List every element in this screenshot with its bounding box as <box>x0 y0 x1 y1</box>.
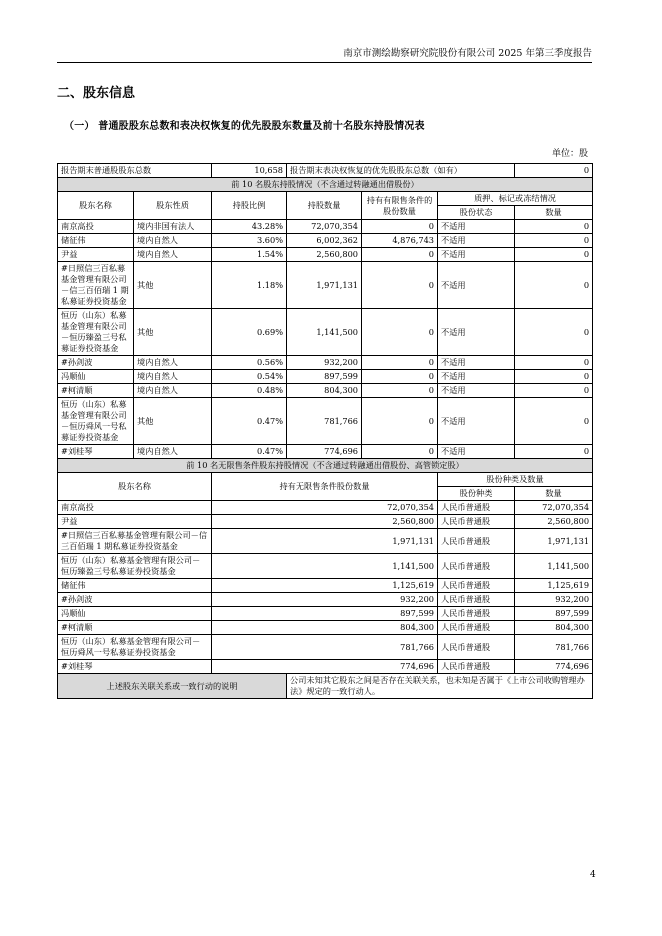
share-count: 1,125,619 <box>515 579 593 593</box>
table-row <box>58 515 593 529</box>
pledge-count: 0 <box>515 220 593 234</box>
shareholder-nature: 境内自然人 <box>134 234 212 248</box>
shareholder-nature: 境内自然人 <box>134 248 212 262</box>
section-title: 二、股东信息 <box>57 86 136 101</box>
share-kind: 人民币普通股 <box>438 621 515 635</box>
unrestricted-qty: 897,599 <box>212 607 438 621</box>
col-header-kind-count: 数量 <box>515 487 593 501</box>
unrestricted-qty: 774,696 <box>212 660 438 674</box>
page-number: 4 <box>590 870 596 880</box>
holding-ratio: 0.54% <box>212 370 287 384</box>
holding-qty: 2,560,800 <box>287 248 362 262</box>
table-row <box>58 370 593 384</box>
holding-ratio: 1.54% <box>212 248 287 262</box>
preferred-holders-label: 报告期末表决权恢复的优先股股东总数（如有） <box>287 164 515 178</box>
table-row <box>58 501 593 515</box>
total-holders-label: 报告期末普通股股东总数 <box>58 164 212 178</box>
relation-text: 公司未知其它股东之间是否存在关联关系，也未知是否属于《上市公司收购管理办法》规定的一致行动人。 <box>287 674 593 699</box>
col-header-qty: 持股数量 <box>287 192 362 220</box>
shareholder-nature: 其他 <box>134 398 212 445</box>
holding-ratio: 3.60% <box>212 234 287 248</box>
holding-qty: 6,002,362 <box>287 234 362 248</box>
restricted-qty: 0 <box>362 356 438 370</box>
table-row <box>58 660 593 674</box>
share-kind: 人民币普通股 <box>438 579 515 593</box>
share-count: 774,696 <box>515 660 593 674</box>
holding-qty: 1,141,500 <box>287 309 362 356</box>
table-row <box>58 398 593 445</box>
pledge-status: 不适用 <box>438 220 515 234</box>
table-row <box>58 234 593 248</box>
table-row <box>58 384 593 398</box>
pledge-count: 0 <box>515 234 593 248</box>
table-row <box>58 607 593 621</box>
preferred-holders-value: 0 <box>515 164 593 178</box>
shareholder-name: #孙剑波 <box>58 356 134 370</box>
holding-qty: 774,696 <box>287 445 362 459</box>
table-row <box>58 356 593 370</box>
holding-ratio: 0.47% <box>212 445 287 459</box>
top10-title: 前 10 名股东持股情况（不含通过转融通出借股份） <box>58 178 593 192</box>
restricted-qty: 0 <box>362 384 438 398</box>
share-kind: 人民币普通股 <box>438 607 515 621</box>
share-count: 1,141,500 <box>515 554 593 579</box>
page-header: 南京市测绘勘察研究院股份有限公司 2025 年第三季度报告 <box>57 45 592 63</box>
shareholder-nature: 境内非国有法人 <box>134 220 212 234</box>
shareholder-name: #柯清顺 <box>58 621 212 635</box>
table-row <box>58 445 593 459</box>
holding-qty: 804,300 <box>287 384 362 398</box>
share-count: 1,971,131 <box>515 529 593 554</box>
shareholder-name: 储征伟 <box>58 234 134 248</box>
relation-label: 上述股东关联关系或一致行动的说明 <box>58 674 287 699</box>
share-kind: 人民币普通股 <box>438 501 515 515</box>
unrestricted-header <box>58 473 593 487</box>
holding-qty: 932,200 <box>287 356 362 370</box>
share-kind: 人民币普通股 <box>438 554 515 579</box>
share-count: 897,599 <box>515 607 593 621</box>
shareholder-name: #刘桂琴 <box>58 660 212 674</box>
pledge-status: 不适用 <box>438 356 515 370</box>
share-count: 932,200 <box>515 593 593 607</box>
unrestricted-qty: 72,070,354 <box>212 501 438 515</box>
pledge-count: 0 <box>515 248 593 262</box>
pledge-count: 0 <box>515 384 593 398</box>
holding-qty: 897,599 <box>287 370 362 384</box>
pledge-count: 0 <box>515 398 593 445</box>
table-row <box>58 248 593 262</box>
shareholder-name: 尹益 <box>58 248 134 262</box>
pledge-status: 不适用 <box>438 370 515 384</box>
pledge-count: 0 <box>515 309 593 356</box>
unrestricted-qty: 2,560,800 <box>212 515 438 529</box>
pledge-status: 不适用 <box>438 248 515 262</box>
shareholder-nature: 境内自然人 <box>134 445 212 459</box>
restricted-qty: 0 <box>362 309 438 356</box>
table-row <box>58 579 593 593</box>
holding-ratio: 0.69% <box>212 309 287 356</box>
pledge-status: 不适用 <box>438 398 515 445</box>
holding-qty: 781,766 <box>287 398 362 445</box>
col-header-kind-group: 股份种类及数量 <box>438 473 593 487</box>
shareholder-name: 储征伟 <box>58 579 212 593</box>
shareholder-name: 南京高投 <box>58 501 212 515</box>
holding-qty: 1,971,131 <box>287 262 362 309</box>
unit-label: 单位：股 <box>551 149 588 159</box>
holding-ratio: 43.28% <box>212 220 287 234</box>
share-kind: 人民币普通股 <box>438 635 515 660</box>
holding-ratio: 1.18% <box>212 262 287 309</box>
table-row <box>58 529 593 554</box>
shareholder-name: 南京高投 <box>58 220 134 234</box>
shareholder-name: #刘桂琴 <box>58 445 134 459</box>
shareholder-name: 恒历（山东）私募基金管理有限公司－恒历臻盈三号私募证券投资基金 <box>58 554 212 579</box>
unrestricted-qty: 781,766 <box>212 635 438 660</box>
unrestricted-qty: 1,125,619 <box>212 579 438 593</box>
table-row <box>58 635 593 660</box>
restricted-qty: 0 <box>362 220 438 234</box>
restricted-qty: 4,876,743 <box>362 234 438 248</box>
holding-ratio: 0.48% <box>212 384 287 398</box>
table-row <box>58 220 593 234</box>
section-subtitle: （一） 普通股股东总数和表决权恢复的优先股股东数量及前十名股东持股情况表 <box>64 121 425 132</box>
col-header-restricted: 持有有限售条件的股份数量 <box>362 192 438 220</box>
table-row <box>58 593 593 607</box>
col-header-pledge: 质押、标记或冻结情况 <box>438 192 593 206</box>
share-count: 2,560,800 <box>515 515 593 529</box>
pledge-count: 0 <box>515 370 593 384</box>
shareholder-name: #日照信三百私募基金管理有限公司－信三百佰瑞 1 期私募证券投资基金 <box>58 529 212 554</box>
shareholder-nature: 境内自然人 <box>134 384 212 398</box>
holding-qty: 72,070,354 <box>287 220 362 234</box>
share-kind: 人民币普通股 <box>438 515 515 529</box>
shareholder-nature: 境内自然人 <box>134 356 212 370</box>
unrestricted-qty: 1,971,131 <box>212 529 438 554</box>
pledge-status: 不适用 <box>438 262 515 309</box>
shareholder-name: 恒历（山东）私募基金管理有限公司－恒历舜风一号私募证券投资基金 <box>58 398 134 445</box>
holding-ratio: 0.47% <box>212 398 287 445</box>
col-header-kind: 股份种类 <box>438 487 515 501</box>
table-row <box>58 554 593 579</box>
table-row <box>58 262 593 309</box>
col-header-ratio: 持股比例 <box>212 192 287 220</box>
restricted-qty: 0 <box>362 398 438 445</box>
restricted-qty: 0 <box>362 370 438 384</box>
restricted-qty: 0 <box>362 262 438 309</box>
pledge-status: 不适用 <box>438 445 515 459</box>
relation-row <box>58 674 593 699</box>
shareholder-name: 恒历（山东）私募基金管理有限公司－恒历舜风一号私募证券投资基金 <box>58 635 212 660</box>
col-header-name: 股东名称 <box>58 192 134 220</box>
share-count: 781,766 <box>515 635 593 660</box>
shareholder-name: #日照信三百私募基金管理有限公司－信三百佰瑞 1 期私募证券投资基金 <box>58 262 134 309</box>
pledge-count: 0 <box>515 262 593 309</box>
unrestricted-qty: 1,141,500 <box>212 554 438 579</box>
restricted-qty: 0 <box>362 445 438 459</box>
shareholder-name: 冯顺仙 <box>58 370 134 384</box>
share-kind: 人民币普通股 <box>438 660 515 674</box>
pledge-status: 不适用 <box>438 309 515 356</box>
total-holders-value: 10,658 <box>212 164 287 178</box>
col-header-count: 数量 <box>515 206 593 220</box>
shareholder-name: #孙剑波 <box>58 593 212 607</box>
pledge-count: 0 <box>515 356 593 370</box>
pledge-count: 0 <box>515 445 593 459</box>
restricted-qty: 0 <box>362 248 438 262</box>
share-kind: 人民币普通股 <box>438 529 515 554</box>
col-header-name: 股东名称 <box>58 473 212 501</box>
summary-row <box>58 164 593 178</box>
shareholder-table <box>57 163 593 699</box>
shareholder-name: 恒历（山东）私募基金管理有限公司－恒历臻盈三号私募证券投资基金 <box>58 309 134 356</box>
unrestricted-qty: 804,300 <box>212 621 438 635</box>
pledge-status: 不适用 <box>438 234 515 248</box>
shareholder-name: 尹益 <box>58 515 212 529</box>
table-row <box>58 309 593 356</box>
holding-ratio: 0.56% <box>212 356 287 370</box>
unrestricted-qty: 932,200 <box>212 593 438 607</box>
pledge-status: 不适用 <box>438 384 515 398</box>
unrestricted-title: 前 10 名无限售条件股东持股情况（不含通过转融通出借股份、高管锁定股） <box>58 459 593 473</box>
shareholder-nature: 其他 <box>134 309 212 356</box>
share-count: 804,300 <box>515 621 593 635</box>
col-header-unrestricted-qty: 持有无限售条件股份数量 <box>212 473 438 501</box>
table-row <box>58 621 593 635</box>
share-kind: 人民币普通股 <box>438 593 515 607</box>
shareholder-nature: 境内自然人 <box>134 370 212 384</box>
shareholder-nature: 其他 <box>134 262 212 309</box>
shareholder-name: #柯清顺 <box>58 384 134 398</box>
col-header-status: 股份状态 <box>438 206 515 220</box>
share-count: 72,070,354 <box>515 501 593 515</box>
shareholder-name: 冯顺仙 <box>58 607 212 621</box>
col-header-nature: 股东性质 <box>134 192 212 220</box>
top10-header <box>58 192 593 206</box>
